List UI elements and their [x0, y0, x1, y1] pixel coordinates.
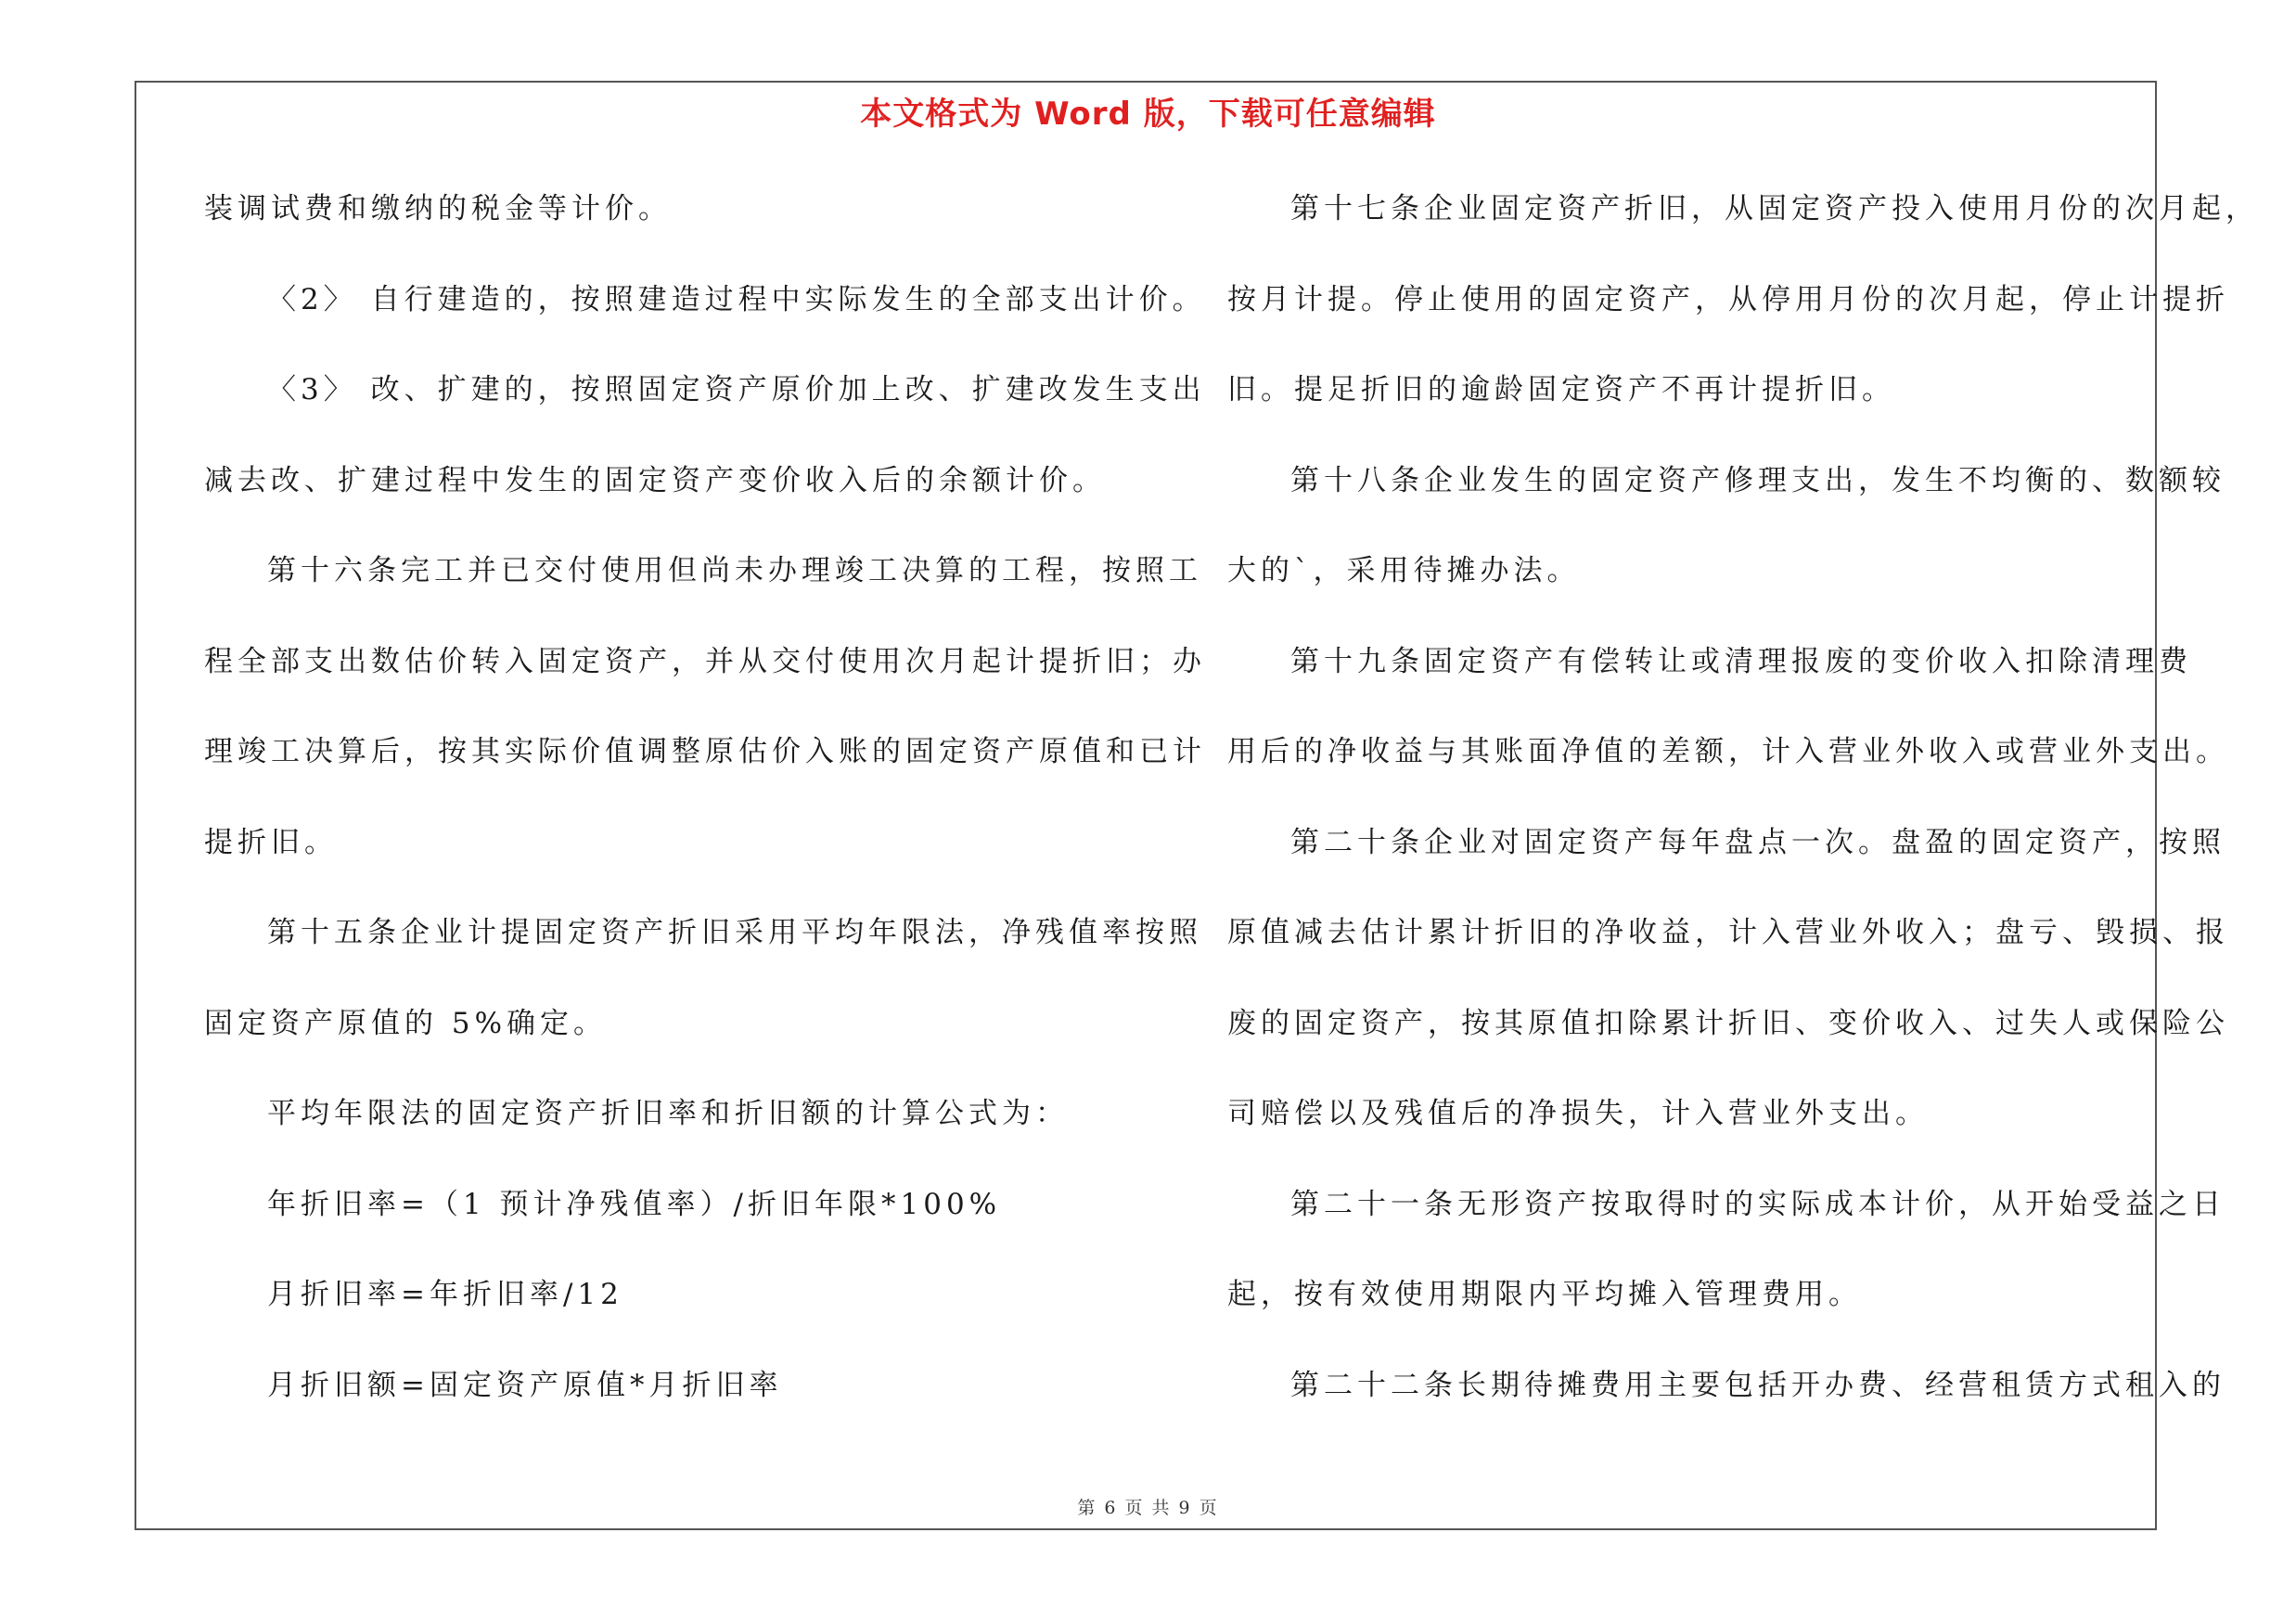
- right-text-line: 第十七条企业固定资产折旧，从固定资产投入使用月份的次月起，: [1290, 192, 2259, 225]
- right-text-line: 按月计提。停止使用的固定资产，从停用月份的次月起，停止计提折: [1227, 282, 2229, 316]
- right-text-line: 第二十二条长期待摊费用主要包括开办费、经营租赁方式租入的: [1290, 1368, 2225, 1402]
- left-text-line: 第十六条完工并已交付使用但尚未办理竣工决算的工程，按照工: [267, 554, 1202, 587]
- page-number: 第 6 页 共 9 页: [1077, 1498, 1219, 1518]
- left-text-line: 第十五条企业计提固定资产折旧采用平均年限法，净残值率按照: [267, 916, 1202, 949]
- left-text-line: 程全部支出数估价转入固定资产，并从交付使用次月起计提折旧；办: [204, 644, 1206, 678]
- left-text-line: 提折旧。: [204, 825, 338, 859]
- right-text-line: 废的固定资产，按其原值扣除累计折旧、变价收入、过失人或保险公: [1227, 1006, 2229, 1040]
- left-text-line: 〈2〉 自行建造的，按照建造过程中实际发生的全部支出计价。: [267, 282, 1206, 316]
- left-text-line: 减去改、扩建过程中发生的固定资产变价收入后的余额计价。: [204, 463, 1106, 497]
- right-text-line: 第二十条企业对固定资产每年盘点一次。盘盈的固定资产，按照: [1290, 825, 2225, 859]
- left-text-line: 装调试费和缴纳的税金等计价。: [204, 192, 672, 225]
- document-banner: 本文格式为 Word 版，下载可任意编辑: [860, 96, 1436, 133]
- right-text-line: 用后的净收益与其账面净值的差额，计入营业外收入或营业外支出。: [1227, 735, 2229, 768]
- right-text-line: 原值减去估计累计折旧的净收益，计入营业外收入；盘亏、毁损、报: [1227, 916, 2229, 949]
- right-text-line: 起，按有效使用期限内平均摊入管理费用。: [1227, 1278, 1862, 1311]
- left-text-line: 固定资产原值的 5%确定。: [204, 1006, 608, 1040]
- left-text-column: [204, 181, 1206, 1448]
- right-text-line: 第十八条企业发生的固定资产修理支出，发生不均衡的、数额较: [1290, 463, 2225, 497]
- left-text-line: 月折旧率=年折旧率/12: [267, 1278, 623, 1311]
- right-text-line: 旧。提足折旧的逾龄固定资产不再计提折旧。: [1227, 373, 1895, 406]
- left-text-line: 年折旧率=（1 预计净残值率）/折旧年限*100%: [267, 1187, 1002, 1221]
- right-text-line: 第二十一条无形资产按取得时的实际成本计价，从开始受益之日: [1290, 1187, 2225, 1221]
- right-text-line: 司赔偿以及残值后的净损失，计入营业外支出。: [1227, 1097, 1929, 1130]
- left-text-line: 〈3〉 改、扩建的，按照固定资产原价加上改、扩建改发生支出: [267, 373, 1206, 406]
- right-text-line: 大的`，采用待摊办法。: [1227, 554, 1581, 587]
- left-text-line: 月折旧额=固定资产原值*月折旧率: [267, 1368, 783, 1402]
- left-text-line: 理竣工决算后，按其实际价值调整原估价入账的固定资产原值和已计: [204, 735, 1206, 768]
- left-text-line: 平均年限法的固定资产折旧率和折旧额的计算公式为：: [267, 1097, 1069, 1130]
- right-text-column: [1227, 181, 2259, 1448]
- right-text-line: 第十九条固定资产有偿转让或清理报废的变价收入扣除清理费: [1290, 644, 2192, 678]
